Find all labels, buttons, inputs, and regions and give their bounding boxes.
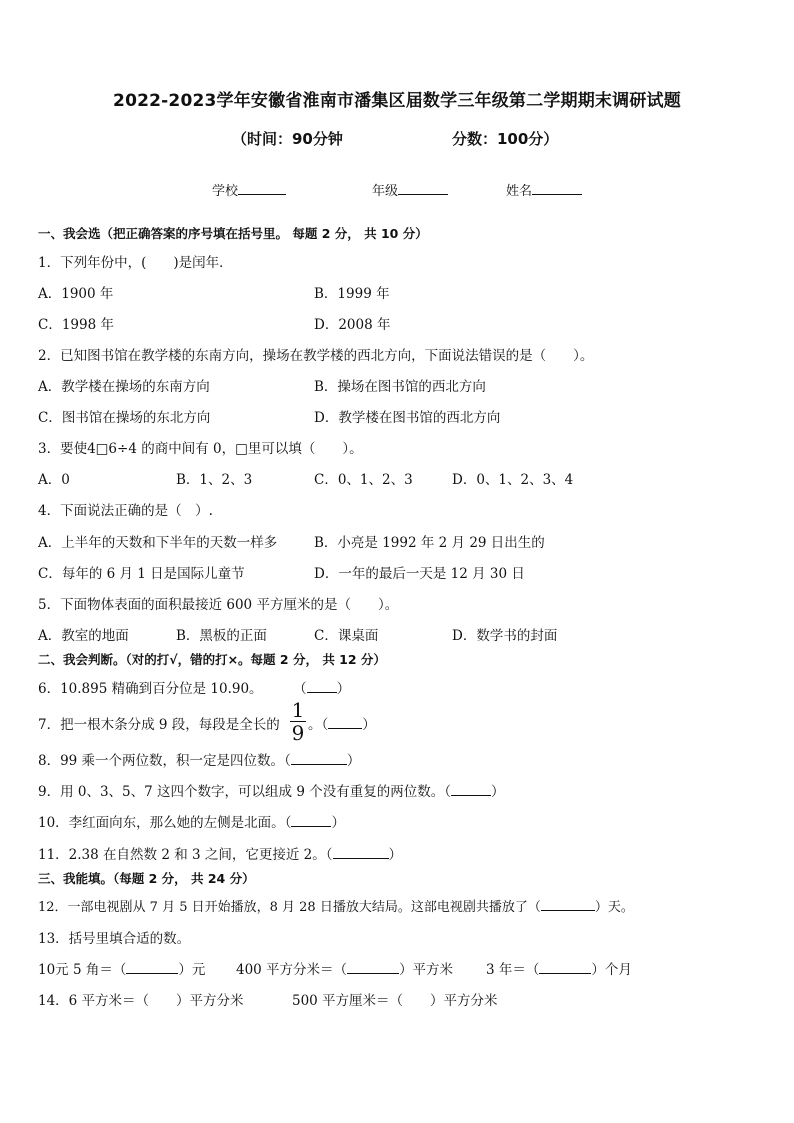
question-8 xyxy=(38,749,360,769)
q9-answer-open: （ xyxy=(444,784,451,800)
q12-answer-blank[interactable] xyxy=(541,896,595,911)
q8-answer-blank[interactable] xyxy=(291,750,347,765)
name-field[interactable] xyxy=(506,180,582,199)
q13-1-unit: ）元 xyxy=(178,962,206,978)
q11-text: 11．2.38 在自然数 2 和 3 之间，它更接近 2。 xyxy=(38,847,326,863)
q4-option-b[interactable]: B．小亮是 1992 年 2 月 29 日出生的 xyxy=(314,535,545,551)
q7-answer-blank[interactable] xyxy=(328,714,362,729)
q5-option-c[interactable]: C．课桌面 xyxy=(314,628,379,644)
q11-answer-close: ） xyxy=(388,847,403,863)
name-label: 姓名 xyxy=(506,184,533,199)
q9-text: 9．用 0、3、5、7 这四个数字，可以组成 9 个没有重复的两位数。 xyxy=(38,784,445,800)
question-4: 4．下面说法正确的是（ ）. xyxy=(38,503,213,519)
q10-answer-blank[interactable] xyxy=(291,812,331,827)
q6-answer-open: （ xyxy=(293,681,307,697)
fraction-one-ninth xyxy=(290,700,306,743)
question-12 xyxy=(38,896,634,915)
question-10 xyxy=(38,811,345,831)
grade-label: 年级 xyxy=(372,184,399,199)
q13-item-3 xyxy=(486,958,632,978)
section-heading-fill: 三、我能填。（每题 2 分， 共 24 分） xyxy=(38,871,255,886)
name-blank[interactable] xyxy=(532,180,582,195)
question-13: 13．括号里填合适的数。 xyxy=(38,931,191,947)
q5-option-d[interactable]: D．数学书的封面 xyxy=(452,628,558,644)
fraction-numerator: 1 xyxy=(291,698,305,722)
q5-option-b[interactable]: B．黑板的正面 xyxy=(176,628,267,644)
question-1: 1．下列年份中，( )是闰年． xyxy=(38,255,233,271)
q8-text: 8．99 乘一个两位数，积一定是四位数。 xyxy=(38,753,285,769)
q5-option-a[interactable]: A．教室的地面 xyxy=(38,628,129,644)
page-title: 2022-2023学年安徽省淮南市潘集区届数学三年级第二学期期末调研试题 xyxy=(113,91,681,111)
q9-answer-close: ） xyxy=(490,784,505,800)
q7-answer xyxy=(308,713,376,733)
q13-3-blank[interactable] xyxy=(539,959,591,974)
q13-item-1 xyxy=(38,958,205,978)
q13-2-unit: ）平方米 xyxy=(399,962,454,978)
question-2: 2．已知图书馆在教学楼的东南方向，操场在教学楼的西北方向，下面说法错误的是（ ）。 xyxy=(38,348,594,364)
q12-text: 12．一部电视剧从 7 月 5 日开始播放，8 月 28 日播放大结局。这部电视剧共播放了（ xyxy=(38,900,541,915)
question-14-part-2: 500 平方厘米＝（ ）平方分米 xyxy=(292,993,498,1009)
q13-3-text: 3 年＝（ xyxy=(486,962,540,978)
q6-text: 6．10.895 精确到百分位是 10.90。 xyxy=(38,681,263,697)
q4-option-a[interactable]: A．上半年的天数和下半年的天数一样多 xyxy=(38,535,278,551)
q3-option-b[interactable]: B．1、2、3 xyxy=(176,472,253,488)
question-11 xyxy=(38,843,402,863)
q2-option-b[interactable]: B．操场在图书馆的西北方向 xyxy=(314,379,486,395)
q1-option-a[interactable]: A．1900 年 xyxy=(38,286,114,302)
q13-1-text: 10元 5 角＝（ xyxy=(38,962,127,978)
q4-option-d[interactable]: D．一年的最后一天是 12 月 30 日 xyxy=(314,566,525,582)
school-blank[interactable] xyxy=(238,180,286,195)
q1-option-c[interactable]: C．1998 年 xyxy=(38,317,114,333)
q11-answer-open: （ xyxy=(325,847,333,863)
q9-answer-blank[interactable] xyxy=(451,781,491,796)
q4-option-c[interactable]: C．每年的 6 月 1 日是国际儿童节 xyxy=(38,566,245,582)
exam-score: 分数：100分） xyxy=(452,130,559,148)
q10-answer-open: （ xyxy=(284,815,292,831)
q2-option-c[interactable]: C．图书馆在操场的东北方向 xyxy=(38,410,211,426)
question-5: 5．下面物体表面的面积最接近 600 平方厘米的是（ ）。 xyxy=(38,597,399,613)
exam-time: （时间：90分钟 xyxy=(232,130,343,148)
q3-option-d[interactable]: D．0、1、2、3、4 xyxy=(452,472,574,488)
q7-answer-close: ） xyxy=(362,717,376,733)
q1-option-b[interactable]: B．1999 年 xyxy=(314,286,390,302)
q10-text: 10．李红面向东，那么她的左侧是北面。 xyxy=(38,815,285,831)
school-label: 学校 xyxy=(212,184,239,199)
q11-answer-blank[interactable] xyxy=(333,844,389,859)
q8-answer-close: ） xyxy=(346,753,361,769)
school-field[interactable] xyxy=(212,180,286,199)
q7-text: 7．把一根木条分成 9 段，每段是全长的 xyxy=(38,717,280,733)
question-7 xyxy=(38,713,280,733)
question-3: 3．要使4□6÷4 的商中间有 0，□里可以填（ ）。 xyxy=(38,441,363,457)
q8-answer-open: （ xyxy=(284,753,291,769)
q6-answer-close: ） xyxy=(336,681,351,697)
q3-option-a[interactable]: A．0 xyxy=(38,472,70,488)
q1-option-d[interactable]: D．2008 年 xyxy=(314,317,391,333)
q12-text-end: ）天。 xyxy=(594,900,634,915)
q13-2-blank[interactable] xyxy=(347,959,399,974)
grade-field[interactable] xyxy=(372,180,448,199)
q10-answer-close: ） xyxy=(331,815,345,831)
question-6 xyxy=(38,677,350,697)
fraction-denominator: 9 xyxy=(291,721,305,745)
q7-answer-open: （ xyxy=(321,717,329,733)
section-heading-choice: 一、我会选（把正确答案的序号填在括号里。 每题 2 分， 共 10 分） xyxy=(38,226,428,241)
q2-option-d[interactable]: D．教学楼在图书馆的西北方向 xyxy=(314,410,501,426)
q2-option-a[interactable]: A．教学楼在操场的东南方向 xyxy=(38,379,210,395)
question-14-part-1: 14．6 平方米＝（ ）平方分米 xyxy=(38,993,244,1009)
section-heading-judge: 二、我会判断。（对的打√，错的打×。每题 2 分， 共 12 分） xyxy=(38,652,386,667)
q13-3-unit: ）个月 xyxy=(591,962,632,978)
q13-item-2 xyxy=(236,958,453,978)
question-9 xyxy=(38,780,504,800)
q6-answer-blank[interactable] xyxy=(307,678,337,693)
q7-end: 。 xyxy=(308,717,322,733)
q13-2-text: 400 平方分米＝（ xyxy=(236,962,348,978)
grade-blank[interactable] xyxy=(398,180,448,195)
q13-1-blank[interactable] xyxy=(126,959,178,974)
q3-option-c[interactable]: C．0、1、2、3 xyxy=(314,472,413,488)
